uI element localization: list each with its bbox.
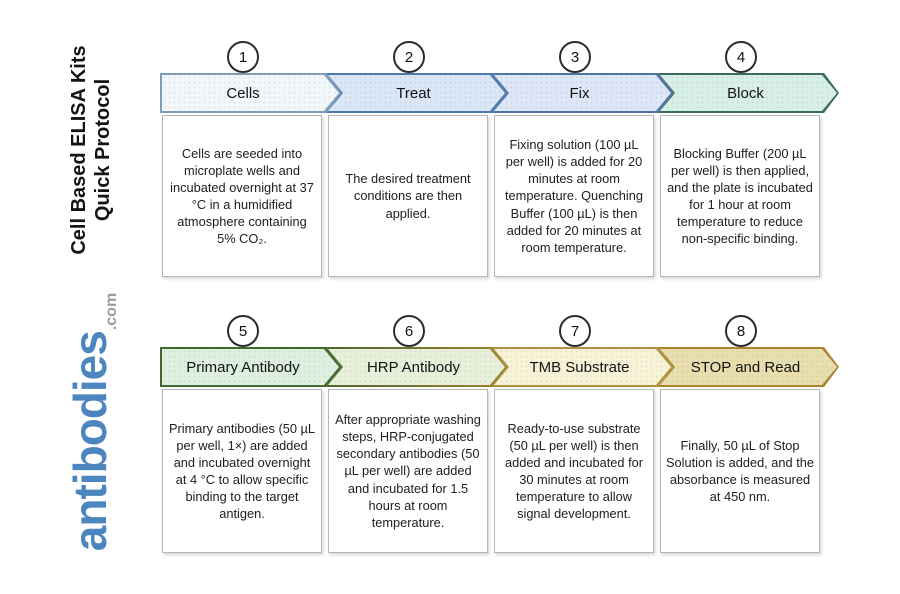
step-1-number-badge: 1 [227, 41, 259, 73]
step-4-description: Blocking Buffer (200 µL per well) is then applied, and the plate is incubated for 1 hour at room temperature to reduce non-specific binding. [667, 145, 813, 247]
step-7-description: Ready-to-use substrate (50 µL per well) is then added and incubated for 30 minutes at room temperature to allow signal development. [504, 420, 644, 522]
step-2-arrow-treat [326, 73, 507, 113]
step-4-label: Block [727, 84, 764, 102]
step-7-label: TMB Substrate [529, 358, 630, 376]
step-5-arrow-primary-antibody [160, 347, 341, 387]
logo-wordmark: antibodies [64, 331, 116, 552]
step-4-number-badge: 4 [725, 41, 757, 73]
step-5-description: Primary antibodies (50 µL per well, 1×) are added and incubated overnight at 4 °C to allow specific binding to the target antigen. [168, 420, 316, 522]
step-4-arrow-block [658, 73, 839, 113]
antibodies-logo [63, 272, 123, 572]
step-2-description-box [328, 115, 488, 277]
step-2-description: The desired treatment conditions are then applied. [345, 171, 471, 221]
step-5-label: Primary Antibody [186, 358, 300, 376]
step-6-description-box [328, 389, 488, 553]
step-7-description-box [494, 389, 654, 553]
step-8-arrow-stop-and-read [658, 347, 839, 387]
step-3-description: Fixing solution (100 µL per well) is added for 20 minutes at room temperature. Quenching Buffer (100 µL) is then added for 20 minutes at room temperature. [504, 137, 643, 255]
step-3-description-box [494, 115, 654, 277]
step-1-arrow-cells [160, 73, 341, 113]
step-7-arrow-tmb-substrate [492, 347, 673, 387]
step-7-number-badge: 7 [559, 315, 591, 347]
page-title [67, 30, 115, 270]
step-4-description-box [660, 115, 820, 277]
step-1-label: Cells [226, 84, 260, 102]
step-8-number-badge: 8 [725, 315, 757, 347]
step-5-number-badge: 5 [227, 315, 259, 347]
step-2-label: Treat [396, 84, 431, 102]
step-1-description: Cells are seeded into microplate wells and incubated overnight at 37 °C in a humidified atmosphere containing 5% CO₂. [170, 145, 314, 247]
step-3-arrow-fix [492, 73, 673, 113]
page-title-line1: Cell Based ELISA Kits [68, 45, 90, 255]
logo-tld: .com [103, 292, 120, 331]
step-6-number-badge: 6 [393, 315, 425, 347]
step-1-description-box [162, 115, 322, 277]
step-6-label: HRP Antibody [366, 358, 461, 376]
page-title-line2: Quick Protocol [92, 78, 114, 222]
step-8-label: STOP and Read [690, 358, 801, 376]
step-3-label: Fix [569, 84, 590, 102]
step-6-description: After appropriate washing steps, HRP-conjugated secondary antibodies (50 µL per well) are added and incubated for 1.5 hours at room temperature. [335, 412, 481, 530]
step-8-description-box [660, 389, 820, 553]
step-2-number-badge: 2 [393, 41, 425, 73]
step-6-arrow-hrp-antibody [326, 347, 507, 387]
step-5-description-box [162, 389, 322, 553]
step-8-description: Finally, 50 µL of Stop Solution is added, and the absorbance is measured at 450 nm. [666, 437, 814, 505]
step-3-number-badge: 3 [559, 41, 591, 73]
